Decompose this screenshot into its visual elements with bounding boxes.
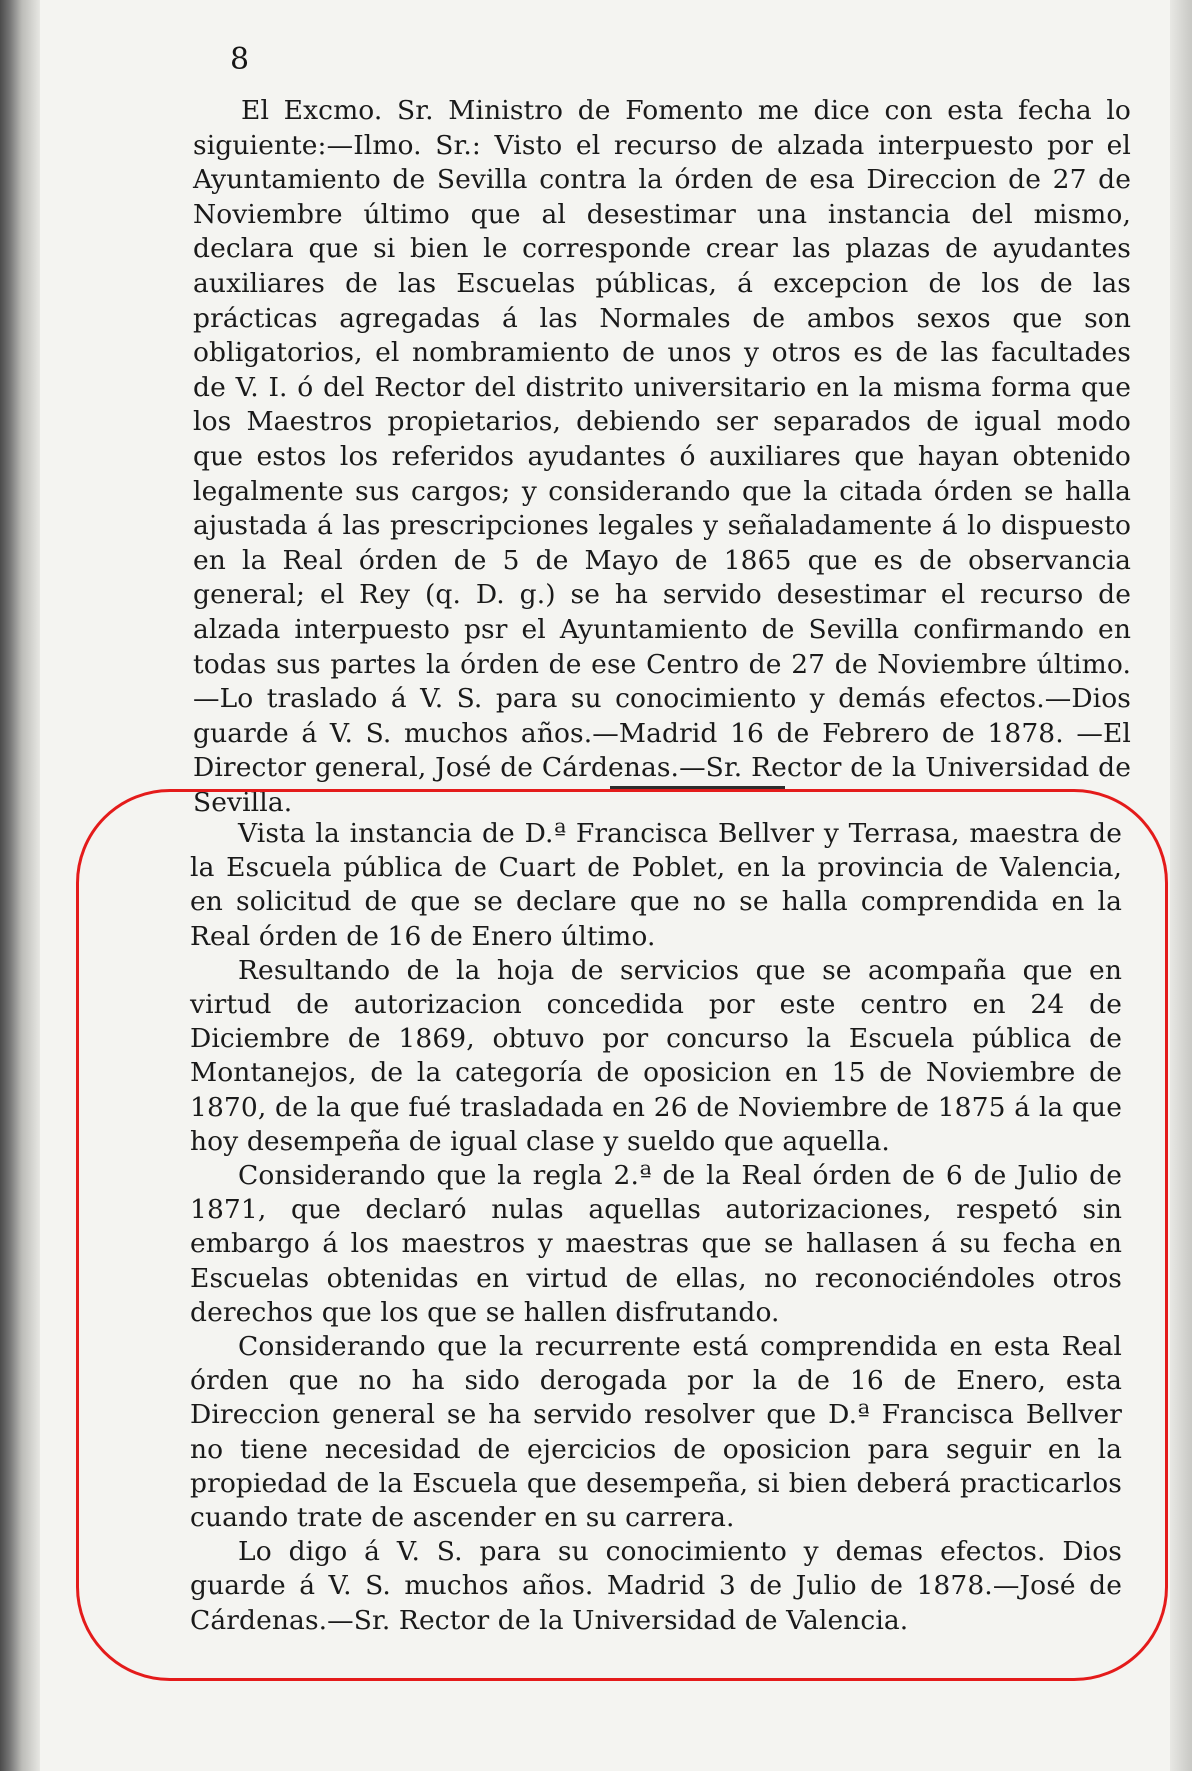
highlighted-paragraph: Considerando que la recurrente está comprendida en esta Real órden que no ha sido derogada por la de 16 de Enero, esta Direccion general se ha servido resolver que D.ª Francisca Bellver no tiene necesidad de ejercicios de oposicion para seguir en la propiedad de la Escuela que desempeña, si bien deberá practicarlos cuando trate de ascender en su carrera. [190,1331,1122,1534]
top-paragraph: El Excmo. Sr. Ministro de Fomento me dice con esta fecha lo siguiente:—Ilmo. Sr.: Visto el recurso de alzada interpuesto por el Ayuntamiento de Sevilla contra la órden de esa Direccion de 27 de Noviembre último que al desestimar una instancia del mismo, declara que si bien le corresponde crear las plazas de ayudantes auxiliares de las Escuelas públicas, á excepcion de los de las prácticas agregadas á las Normales de ambos sexos que son obligatorios, el nombramiento de unos y otros es de las facultades de V. I. ó del Rector del distrito universitario en la misma forma que los Maestros propietarios, debiendo ser separados de igual modo que estos los referidos ayudantes ó auxiliares que hayan obtenido legalmente sus cargos; y considerando que la citada órden se halla ajustada á las prescripciones legales y señaladamente á lo dispuesto en la Real órden de 5 de Mayo de 1865 que es de observancia general; el Rey (q. D. g.) se ha servido desestimar el recurso de alzada interpuesto psr el Ayuntamiento de Sevilla confirmando en todas sus partes la órden de ese Centro de 27 de Noviembre último.—Lo traslado á V. S. para su conocimiento y demás efectos.—Dios guarde á V. S. muchos años.—Madrid 16 de Febrero de 1878. —El Director general, José de Cárdenas.—Sr. Rector de la Universidad de Sevilla. [193,95,1131,818]
highlighted-letter-text [190,817,1122,1638]
highlighted-paragraph: Resultando de la hoja de servicios que se acompaña que en virtud de autorizacion concedida por este centro en 24 de Diciembre de 1869, obtuvo por concurso la Escuela pública de Montanejos, de la categoría de oposicion en 15 de Noviembre de 1870, de la que fué trasladada en 26 de Noviembre de 1875 á la que hoy desempeña de igual clase y sueldo que aquella. [190,954,1122,1157]
top-letter-text [193,94,1131,820]
highlighted-paragraph: Vista la instancia de D.ª Francisca Bellver y Terrasa, maestra de la Escuela pública de Cuart de Poblet, en la provincia de Valencia, en solicitud de que se declare que no se halla comprendida en la Real órden de 16 de Enero último. [190,818,1122,952]
highlighted-paragraph: Lo digo á V. S. para su conocimiento y demas efectos. Dios guarde á V. S. muchos años. Madrid 3 de Julio de 1878.—José de Cárdenas.—Sr. Rector de la Universidad de Valencia. [190,1536,1122,1636]
page-edge-shadow [1170,0,1192,1771]
page-number: 8 [230,42,250,77]
book-binding-shadow [0,0,40,1771]
highlighted-paragraph: Considerando que la regla 2.ª de la Real órden de 6 de Julio de 1871, que declaró nulas aquellas autorizaciones, respetó sin embargo á los maestros y maestras que se hallasen á su fecha en Escuelas obtenidas en virtud de ellas, no reconociéndoles otros derechos que los que se hallen disfrutando. [190,1160,1122,1328]
